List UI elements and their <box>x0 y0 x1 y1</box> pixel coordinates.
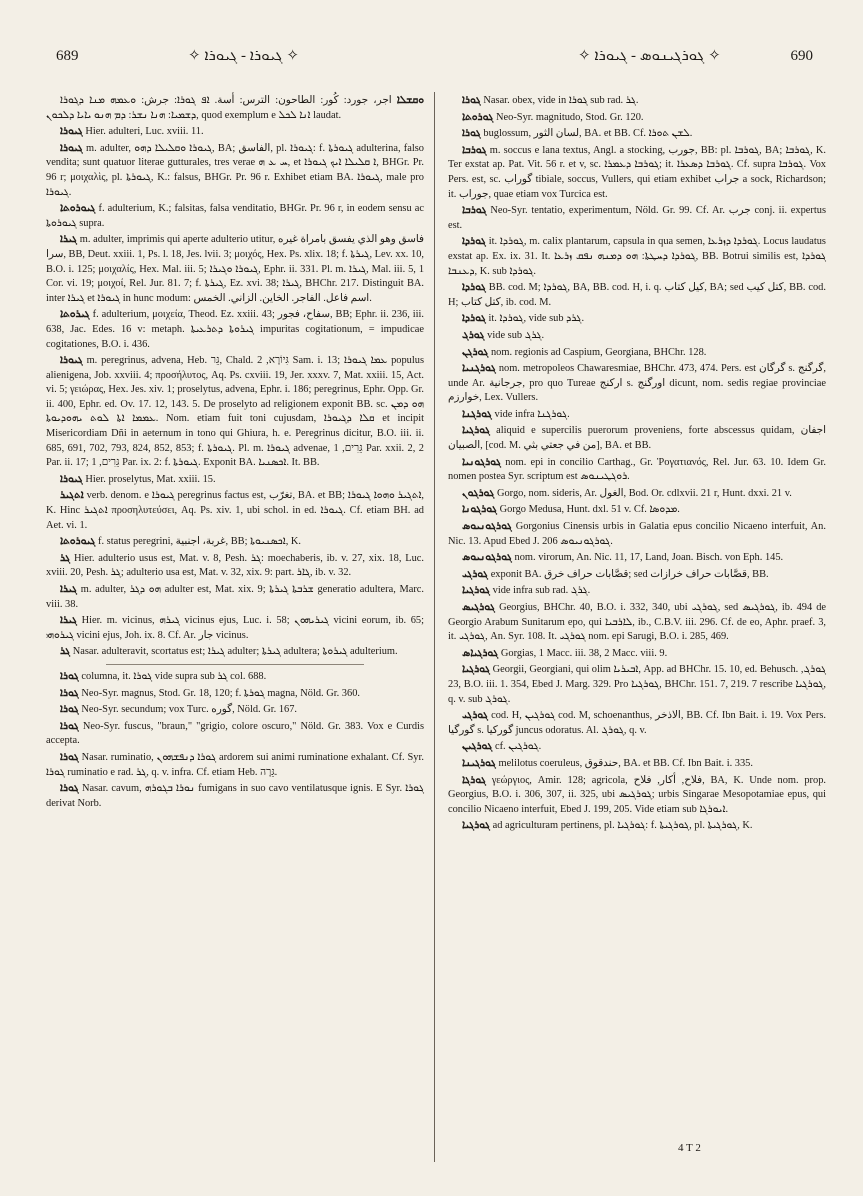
dictionary-page <box>38 42 825 1162</box>
entry-headword: ܓܘܪܐ <box>462 128 481 140</box>
dictionary-entry <box>46 583 424 612</box>
dictionary-entry <box>46 125 424 140</box>
entry-definition: Neo-Syr. tentatio, experimentum, Nöld. Gr. 99. Cf. Ar. جرب conj. ii. expertus est. <box>448 205 827 231</box>
entry-definition: Neo-Syr. fuscus, "braun," "grigio, colore oscuro," Nöld. Gr. 383. Vox e Curdis accepta. <box>46 720 424 747</box>
entry-definition: Hier. m. vicinus, ܓܝܪܗ vicinus ejus, Luc. i. 58; ܓܝܪܝܗܘܢ vicini eorum, ib. 65; ܓܝܪܘܗܝ vicini ejus, Joh. ix. 8. Cf. Ar. جار vicinus. <box>46 615 424 641</box>
entry-headword: ܓܘܪܘܬܐ <box>462 111 494 123</box>
entry-definition: f. adulterium, μοιχεία, Theod. Ez. xxiii. 43; سفاح، فجور, BB; Ephr. ii. 236, iii. 638, Jac. Edes. 16 v: metaph. ܓܝܪܘܬܐ ܕܬܪܥܝܬܐ impuritas cogitationum, = impudicae cogitationes, B.O. i. 436. <box>46 309 424 350</box>
dictionary-entry <box>46 687 424 702</box>
entry-headword: ܓܘܪܓܝܐ <box>462 820 491 832</box>
dictionary-entry <box>448 487 826 502</box>
dictionary-entry <box>448 551 826 566</box>
dictionary-entry <box>46 473 424 488</box>
dictionary-entry <box>46 703 424 718</box>
entry-headword: ܓܪ <box>60 552 71 564</box>
dictionary-entry <box>448 111 826 126</box>
entry-definition: verb. denom. e ܓܝܘܪܐ peregrinus factus est, تغرّب, BA. et BB; ܐܬܓܝܪ ܘܗܘܐ ܓܝܘܪܐ, K. Hinc ܐܬܓܝܪ προσηλυτεύσει, Aq. Ps. xiv. 1, ubi schol. in ed. ܓܝܘܪܐ. Cf. etiam BH. ad Aet. vi. 1. <box>46 490 425 531</box>
left-page-number: 689 <box>56 48 79 64</box>
dictionary-entry <box>448 94 826 109</box>
dictionary-entry <box>448 281 826 310</box>
entry-definition: اجر، جورد: كُور: الطاحون: الترس: أسة. ܐܦ ܓܘܪܐ: جرش: ܘܥܡܗ ܡܢܐ ܕܓܘܪܐ ܕܫܡܝܐ: ܗܢܐ ܢܫܪ: ܕܡ ܗܢܘ ܝܐܝܐ ܕܠܟܘܢ, quod exemplum e ܐܢܐ ܠܟܠ laudat. <box>46 95 392 121</box>
dictionary-entry <box>46 354 424 471</box>
entry-definition: exponit BA. قصَّابات حراف خرق; sed قصَّابات حراف خرازات, BB. <box>490 568 769 580</box>
section-divider <box>106 664 364 665</box>
left-running-head: ✧ ܓܝܘܪܐ - ܓܝܘܪܐ ✧ <box>188 48 299 64</box>
dictionary-entry <box>448 312 826 327</box>
entry-headword: ܓܘܪܒܐ <box>462 144 487 156</box>
dictionary-entry <box>448 329 826 344</box>
entry-definition: Georgius, BHChr. 40, B.O. i. 332, 340, ubi ܓܘܪܓܝ, sed ܓܘܪܓܝܣ, ib. 494 de Georgio Arabum Sunitarum epo, qui ܠܐܪܒܝܐ, ib., C.B.V. iii. 296. Cf. de eo, Aphr. praef. 3, it. ܓܘܪܓܝ, An. Syr. 108. It. ܓܘܪܓܝ nom. epi Sarugi, B.O. i. 285, 469. <box>448 602 827 643</box>
entry-headword: ܓܘܪܓܘܢܝܘܣ <box>462 552 512 564</box>
dictionary-entry <box>46 233 424 306</box>
dictionary-entry <box>448 819 826 834</box>
signature-mark: 4 T 2 <box>678 1142 701 1154</box>
entry-headword: ܓܘܪܓ <box>462 329 485 341</box>
dictionary-entry <box>448 456 826 485</box>
right-page-number: 690 <box>790 48 813 64</box>
entry-definition: Gorgias, 1 Macc. iii. 38, 2 Macc. viii. 9. <box>500 647 668 659</box>
entry-headword: ܓܘܪܓܝܐ <box>462 585 491 597</box>
dictionary-entry <box>448 520 826 549</box>
dictionary-entry <box>46 670 424 685</box>
entry-headword: ܓܘܪܓܝܐܣ <box>462 647 499 659</box>
dictionary-entry <box>46 751 424 780</box>
column-divider <box>434 92 435 1162</box>
dictionary-entry <box>448 568 826 583</box>
entry-definition: nom. virorum, An. Nic. 11, 17, Land, Joan. Bisch. von Eph. 145. <box>514 552 784 564</box>
entry-definition: Neo-Syr. magnitudo, Stod. Gr. 120. <box>496 111 644 123</box>
entry-definition: cf. ܓܘܪܓܝܢ. <box>494 741 542 753</box>
dictionary-entry <box>448 346 826 361</box>
entry-headword: ܓܝܘܪܘܬܐ <box>60 536 96 548</box>
entry-headword: ܓܝܪܐ <box>60 234 78 246</box>
entry-definition: BB. cod. M; ܓܘܪܕܐ, BA, BB. cod. H, i. q. كيل كتاب, BA; sed كتل كيب, BB. cod. H; كتل كتاب, ib. cod. M. <box>448 282 826 308</box>
entry-definition: it. ܓܘܪܕܐ, m. calix plantarum, capsula in qua semen, ܓܘܪܕܐ ܕܙܪܥܐ. Locus laudatus exstat ap. Ex. ix. 31. It. ܓܘܪܕܐ ܕܚܛܬܐ: ܗܘ ܕܡܢܗ ܢܦܩ ܙܪܥܐ, BB. Botrui similis est, ܓܘܪܕܐ ܕܥܢܒܐ, K. sub ܓܘܪܕܐ. <box>448 236 826 277</box>
entry-headword: ܓܘܪܕܐ <box>462 313 486 325</box>
dictionary-entry <box>448 663 826 707</box>
dictionary-entry <box>448 362 826 406</box>
dictionary-entry <box>46 535 424 550</box>
entry-definition: vide infra sub rad. ܓܪܓ. <box>492 585 591 597</box>
entry-definition: nom. regionis ad Caspium, Georgiana, BHChr. 128. <box>490 346 707 358</box>
entry-headword: ܓܘܪܓܝܐ <box>462 425 491 437</box>
entry-headword: ܘܩܫܠܐ <box>396 95 424 106</box>
entry-headword: ܓܘܪܐ <box>60 687 79 699</box>
dictionary-entry <box>448 757 826 772</box>
entry-definition: Hier. adulteri, Luc. xviii. 11. <box>85 126 204 138</box>
entry-headword: ܓܘܪܓܘܢ <box>462 487 495 499</box>
entry-headword: ܓܘܪܓܐ <box>462 774 487 786</box>
entry-definition: nom. epi in concilio Carthag., Gr. Ῥογατιανός, Rel. Jur. 63. 10. Idem Gr. nomen postea Syr. scriptum est ܪܘܓܛܝܢܘܣ. <box>448 456 826 483</box>
dictionary-entry <box>448 503 826 518</box>
entry-headword: ܓܝܘܪܐ <box>60 355 83 367</box>
entry-definition: Hier. adulterio usus est, Mat. v. 8, Pesh. ܓܪ: moechaberis, ib. v. 27, xix. 18, Luc. xviii. 20, Pesh. ܓܪ; adulterio usa est, Mat. v. 32, xix. 9: part. ܓܐܪ, ib. v. 32. <box>46 552 425 579</box>
entry-headword: ܓܘܪܓܢܝܐ <box>462 363 496 375</box>
left-column <box>46 94 424 813</box>
entry-headword: ܓܘܪܐ <box>60 720 79 732</box>
dictionary-entry <box>448 709 826 738</box>
entry-headword: ܓܝܪܐ <box>60 584 78 595</box>
entry-definition: aliquid e supercilis puerorum proveniens, forte abscessus quidam, اجفان الصبيان, [cod. M. من في جعتي بثي], BA. et BB. <box>448 425 826 452</box>
entry-headword: ܓܝܘܪܐ <box>60 142 83 154</box>
entry-headword: ܓܘܪܓܝܣ <box>462 602 496 613</box>
entry-headword: ܓܘܪܓܢܐ <box>462 408 492 420</box>
dictionary-entry <box>46 94 424 123</box>
dictionary-entry <box>46 202 424 231</box>
entry-headword: ܓܘܪܓܘܢܐ <box>462 504 498 516</box>
right-running-head: ✧ ܓܘܪܓܝܢܘܣ - ܓܝܘܪܐ ✧ <box>578 48 721 64</box>
entry-definition: f. adulterium, K.; falsitas, falsa venditatio, BHGr. Pr. 96 r, in eodem sensu ac ܓܝܘܪܘܬܐ supra. <box>46 203 424 229</box>
entry-definition: γεώργιος, Amir. 128; agricola, فلاح, أكار, فلاح, BA, K. Unde nom. prop. Georgius, B.O. i. 306, 307, ii. 325, ubi ܓܘܪܓܝܣ; urbis Singarae Mesopotamiae epus, qui concilio Nicaeno interfuit, Ebed J. 199, 205. Vide etiam sub ܐܝܘܪܓܐ. <box>448 774 826 815</box>
dictionary-entry <box>448 424 826 453</box>
entry-definition: m. adulter, ܓܝܘܪܐ ܘܩܠܝܠܐ ܕܗܘ, BA; الفاسق, pl. ܓܝܘܪܐ: f. ܓܝܘܪܬܐ adulterina, falso vendita; sunt quatuor literae gutturales, tres verae ܚ ܥ ܗ, et ܐ ܩܠܝܠܐ ܐܝܟ ܓܝܘܪܐ, BHGr. Pr. 96 r; μοιχαλὶς, pl. ܓܝܘܪܬܐ, K.: falsus, BHGr. Pr. 96 r. Exhibet etiam BA. ܓܝܘܪܐ, male pro ܓܝܘܪܐ. <box>46 142 424 198</box>
dictionary-entry <box>448 204 826 233</box>
entry-definition: m. peregrinus, advena, Heb. גֵּר, Chald. גִּיוֹרָא, 2 Sam. i. 13; ܥܡܐ ܓܝܘܪܐ populus alienigena, Job. xxviii. 4; προσήλυτος, Aq. Ps. cxviii. 19, Jer. xxxv. 7, Mat. xxiii. 15, Act. vi. 5; γειώρας, Hex. Jes. xiv. 1; proselytus, advena, Ephr. i. 186; peregrinus, Ephr. Opp. Gr. ii. 400, Ephr. ed. Ov. 17. 12, 143. 5. De proselyto ad religionem exponit BB. sc. ܗܘ ܕܡܢ ܥܡܡܐ ܐܬܐ ܠܘܬ ܝܗܘܕܝܘܬܐ. Nom. etiam fuit toni cujusdam, ܩܠܐ ܕܓܝܘܪܐ et incipit Misericordiam Dñi in aeternum in tono qui Ghiura, h. e. Peregrinus dicitur, B.O. iii. ii. 685, 691, 702, 793, 824, 852, 853; f. ܓܝܘܪܬܐ. Pl. m. ܓܝܘܪܐ advenae, גֵּרִים, 1 Par. xxii. 2, 2 Par. ii. 17; גֵּרִים, 1 Par. ix. 2: f. ܓܝܘܪܬܐ. Exponit BA. ܐܟܣܢܝܐ. It. BB. <box>46 355 424 469</box>
entry-headword: ܓܝܘܪܐ <box>60 126 83 138</box>
dictionary-entry <box>448 408 826 423</box>
entry-definition: Georgii, Georgiani, qui olim ܐܒܝܪܝܐ, App. ad BHChr. 15. 10, ed. Behusch. ܓܘܪܓ, 23, B.O. iii. 1. 354, Ebed J. Marg. 329. Pro ܓܘܪܓܝܐ, BHChr. 151. 7, 219. 7 rescribe ܓܘܪܓܝܐ, q. v. sub ܓܘܪܓ. <box>448 664 827 705</box>
entry-headword: ܓܘܪܓܝܐ <box>462 664 491 676</box>
entry-definition: vide infra ܓܘܪܓܢܐ. <box>494 408 570 420</box>
entry-definition: Gorgonius Cinensis urbis in Galatia epus concilio Nicaeno interfuit, An. Nic. 13. Apud Ebed J. 206 ܓܘܪܓܘܢܝܘܣ. <box>448 521 826 547</box>
entry-definition: Gorgo Medusa, Hunt. dxl. 51 v. Cf. ܡܕܘܣܐ. <box>499 504 680 516</box>
entry-definition: Nasar. ruminatio, ܓܘܪܐ ܕܢܦܫܗܘܢ ardorem sui animi ruminatione exhalant. Cf. Syr. ܓܘܪܐ ruminatio e rad. ܓܪ, q. v. infra. Cf. etiam Heb. גֵּרָה. <box>46 751 424 778</box>
entry-headword: ܓܘܪܓܝܢ <box>462 741 493 753</box>
entry-headword: ܐܬܓܝܪ <box>60 490 84 502</box>
dictionary-entry <box>448 127 826 142</box>
right-column <box>448 94 826 836</box>
entry-definition: it. ܓܘܪܕܐ, vide sub ܓܪܕ. <box>488 313 585 325</box>
entry-definition: Neo-Syr. magnus, Stod. Gr. 18, 120; f. ܓܘܪܬܐ magna, Nöld. Gr. 360. <box>81 687 360 699</box>
entry-headword: ܓܘܪܓܘܢܝܘܣ <box>462 521 512 533</box>
dictionary-entry <box>448 144 826 202</box>
dictionary-entry <box>448 601 826 645</box>
entry-headword: ܓܘܪܓܝ <box>462 568 489 580</box>
dictionary-entry <box>46 782 424 811</box>
entry-definition: cod. H, ܓܘܪܓܝܢ cod. M, schoenanthus, الاذخر, BB. Cf. Ibn Bait. i. 19. Vox Pers. گورگیا s. گورکیا juncus odoratus. Al. ܓܘܪܓ, q. v. <box>448 710 826 736</box>
entry-headword: ܓܘܪܓܝܢܐ <box>462 757 496 769</box>
entry-definition: Hier. proselytus, Mat. xxiii. 15. <box>85 473 216 485</box>
page-header <box>38 42 825 70</box>
entry-definition: Nasar. adulteravit, scortatus est; ܓܝܪܐ adulter; ܓܝܪܬܐ adultera; ܓܝܪܘܬܐ adulterium. <box>72 646 398 658</box>
dictionary-entry <box>448 740 826 755</box>
entry-definition: columna, it. ܓܘܪܐ vide supra sub ܓܪ col. 688. <box>81 670 267 682</box>
entry-headword: ܓܝܪܐ <box>60 615 78 627</box>
entry-definition: m. adulter, ܗܘ ܕܓܪ adulter est, Mat. xix. 9; ܫܪܒܬܐ ܓܝܪܬܐ generatio adultera, Marc. viii. 38. <box>46 584 425 610</box>
entry-definition: buglossum, لسان الثور, BA. et BB. Cf. ܠܫܢ ܬܘܪܐ. <box>483 128 693 140</box>
entry-headword: ܓܘܪܓܝ <box>462 710 489 722</box>
dictionary-entry <box>46 720 424 749</box>
dictionary-entry <box>448 584 826 599</box>
dictionary-entry <box>448 647 826 662</box>
entry-headword: ܓܘܪܕܐ <box>462 236 486 248</box>
dictionary-entry <box>46 142 424 200</box>
entry-headword: ܓܘܪܐ <box>462 95 481 106</box>
entry-definition: melilotus coeruleus, حندقوق, BA. et BB. Cf. Ibn Bait. i. 335. <box>498 757 753 769</box>
dictionary-entry <box>448 235 826 279</box>
entry-headword: ܓܘܪܐ <box>60 670 79 682</box>
entry-headword: ܓܘܪܓܢ <box>462 346 489 358</box>
entry-definition: Neo-Syr. secundum; vox Turc. گوره, Nöld. Gr. 167. <box>81 704 298 716</box>
dictionary-entry <box>46 308 424 352</box>
entry-definition: Nasar. cavum, ܢܘܪܐ ܒܓܘܪܗ fumigans in suo cavo ventilatusque ignis. E Syr. ܓܘܪܐ derivat Norb. <box>46 783 424 809</box>
entry-headword: ܓܝܪܘܬܐ <box>60 309 90 321</box>
entry-headword: ܓܝܘܪܐ <box>60 473 83 485</box>
entry-headword: ܓܘܪܓܘܢܝܐ <box>462 456 501 468</box>
dictionary-entry <box>46 614 424 643</box>
entry-headword: ܓܘܪܐ <box>60 783 79 795</box>
entry-headword: ܓܘܪܒܐ <box>462 205 487 217</box>
entry-definition: f. status peregrini, غربة، اجنبية, BB; ܐܟܣܢܝܘܬܐ, K. <box>98 536 301 548</box>
entry-headword: ܓܘܪܕܐ <box>462 282 486 294</box>
entry-headword: ܓܘܪܐ <box>60 704 79 716</box>
entry-definition: vide sub ܓܪܓ. <box>487 329 545 341</box>
entry-headword: ܓܪ <box>60 646 71 658</box>
entry-definition: m. soccus e lana textus, Angl. a stocking, جورب, BB: pl. ܓܘܪܒܐ, BA; ܓܘܪܒܐ, K. Ter exstat ap. Pat. Vit. 56 r. et v, sc. ܓܘܪܒܐ ܕܥܡܪܐ; it. ܓܘܪܒܐ ܕܣܥܪܐ. Cf. supra ܓܘܪܒܐ. Vox Pers. est, sc. گوراب tibiale, soccus, Vullers, qui etiam exhibet جراب a sock, Richardson; it. جوراب, quae etiam vox Turcica est. <box>448 144 826 200</box>
entry-definition: Nasar. obex, vide in ܓܘܪܐ sub rad. ܓܪ. <box>483 95 639 106</box>
entry-definition: Gorgo, nom. sideris, Ar. الغول, Bod. Or. cdlxvii. 21 r, Hunt. dxxi. 21 v. <box>496 487 792 499</box>
entry-definition: ad agriculturam pertinens, pl. ܓܘܪܓܝܐ: f. ܓܘܪܓܝܬܐ, pl. ܓܘܪܓܝܬܐ, K. <box>492 820 753 832</box>
entry-headword: ܓܝܘܪܘܬܐ <box>60 203 96 215</box>
dictionary-entry <box>46 552 424 581</box>
dictionary-entry <box>46 645 424 660</box>
entry-definition: nom. metropoleos Chawaresmiae, BHChr. 473, 474. Pers. est گرگان s. گرگنج, unde Ar. جرجانية, pro quo Tureae اركنج s. اورگنج dicunt, nom. sedis regiae provinciae خوارزم, Lex. Vullers. <box>448 363 827 404</box>
dictionary-entry <box>46 489 424 533</box>
dictionary-entry <box>448 774 826 818</box>
entry-definition: m. adulter, imprimis qui aperte adulterio utitur, فاسق وهو الذي يفسق بامراة غيره سرا, BB, Deut. xxiii. 1, Ps. l. 18, Jes. lvii. 3; μοιχός, Hex. Ps. xlix. 18; f. ܓܝܪܬܐ, Lev. xx. 10, B.O. i. 125; μοιχαλίς, Hex. Mal. iii. 5; ܓܝܘܪܐ ܘܓܝܪܐ, Ephr. ii. 331. Pl. m. ܓܝܪܐ, Mal. iii. 5, 1 Cor. vi. 19; μοιχοί, Rel. Jur. 81. 7; f. ܓܝܪܬܐ, Ez. xvi. 38; ܓܝܪܐ, BHChr. 217. Distinguit BA. inter ܓܝܪܐ et ܓܝܘܪܐ in hunc modum: اسم فاعل. الفاجر. الخاين. الزاني. الخمس. <box>46 234 425 304</box>
entry-headword: ܓܘܪܐ <box>60 751 79 763</box>
